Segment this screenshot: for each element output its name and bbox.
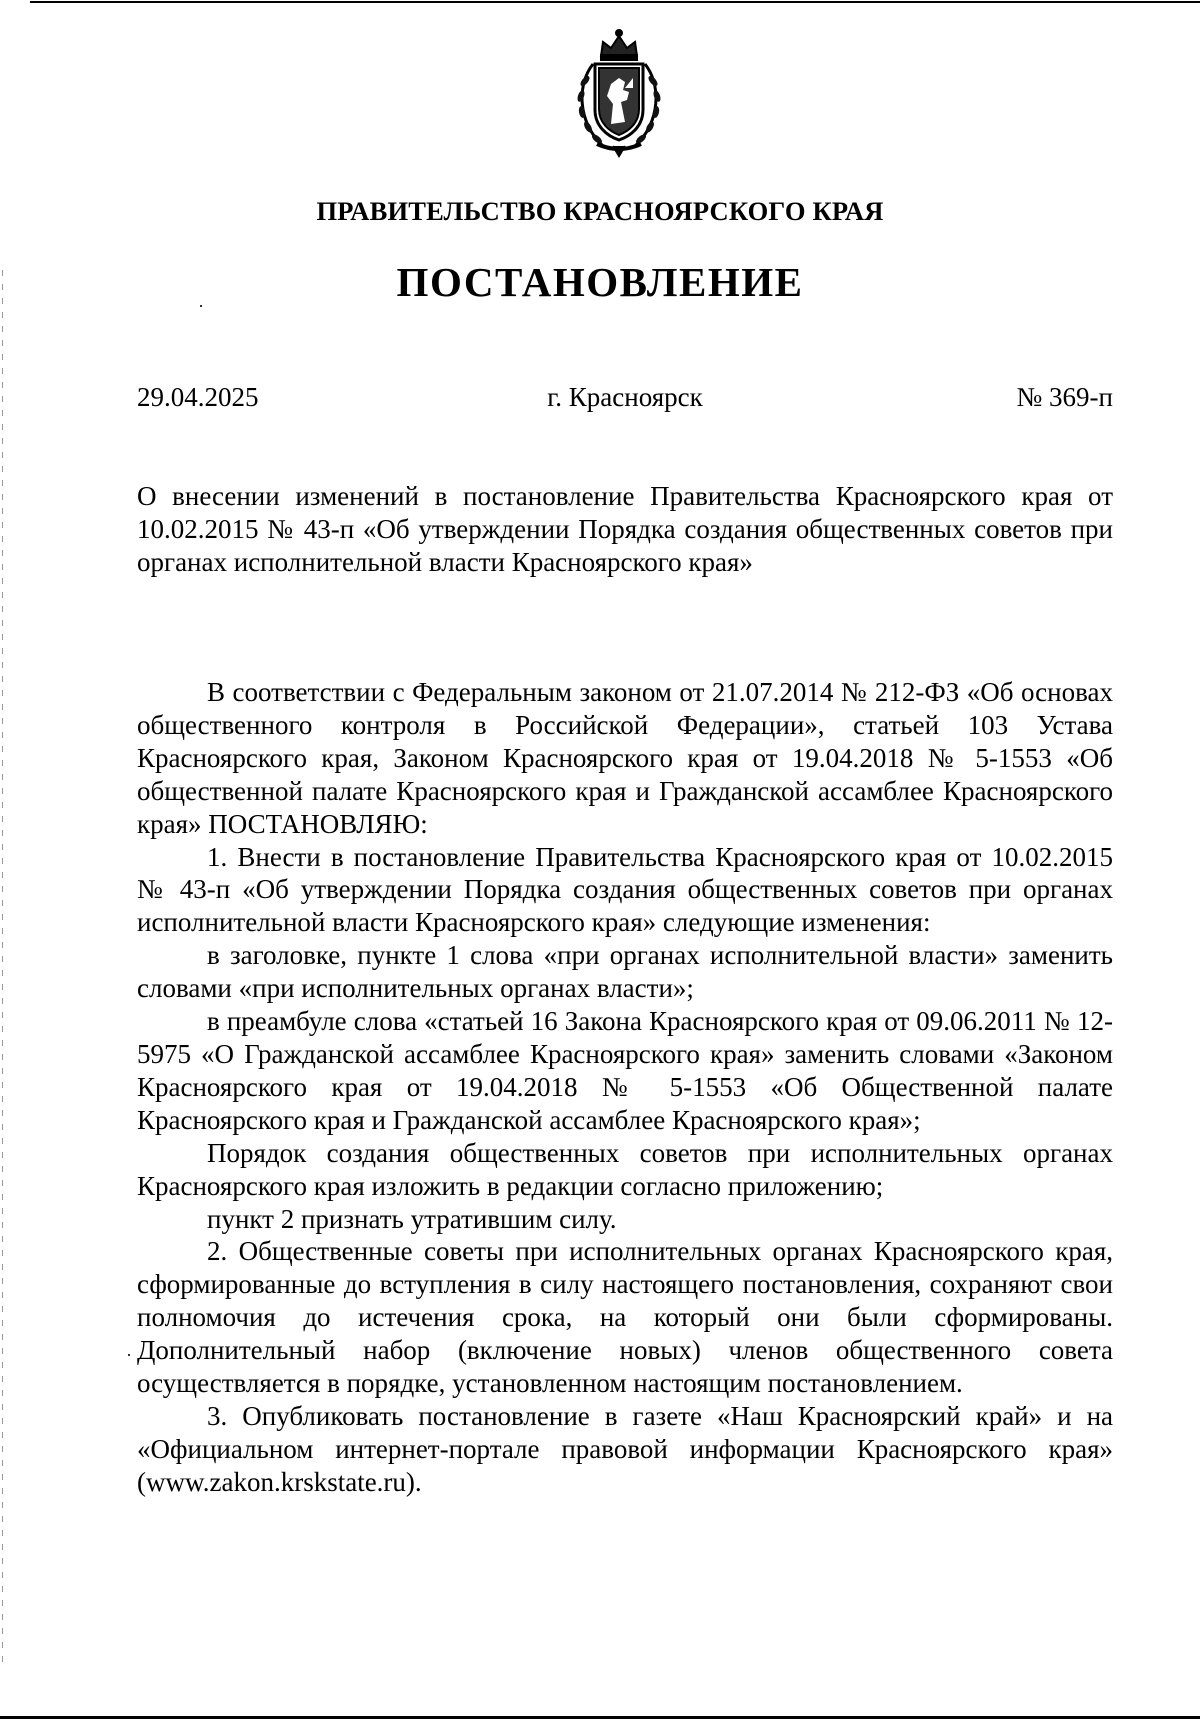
scan-edge-bottom <box>0 1716 1200 1719</box>
scan-edge-left <box>2 270 3 1670</box>
clause-3-paragraph: 3. Опубликовать постановление в газете «Наш Красноярский край» и на «Официальном интернет-портале правовой информации Красноярского края» (www.zakon.krskstate.ru). <box>137 1400 1113 1497</box>
amendment-procedure-paragraph: Порядок создания общественных советов при исполнительных органах Красноярского края изложить в редакции согласно приложению; <box>137 1137 1113 1201</box>
scan-speck <box>128 1354 130 1356</box>
krasnoyarsk-coat-of-arms-icon <box>563 26 675 158</box>
document-meta-row <box>137 382 1113 416</box>
document-subject <box>137 480 1113 579</box>
amendment-preamble-paragraph: в преамбуле слова «статьей 16 Закона Красноярского края от 09.06.2011 № 12-5975 «О Гражданской ассамблее Красноярского края» заменить словами «Законом Красноярского края от 19.04.2018 № 5-1553 «Об Общественной палате Красноярского края и Гражданской ассамблее Красноярского края»; <box>137 1006 1113 1135</box>
organization-name: ПРАВИТЕЛЬСТВО КРАСНОЯРСКОГО КРАЯ <box>316 196 884 226</box>
document-date: 29.04.2025 <box>137 382 259 412</box>
amendment-title-paragraph: в заголовке, пункте 1 слова «при органах исполнительной власти» заменить словами «при исполнительных органах власти»; <box>137 940 1113 1004</box>
clause-1-paragraph: 1. Внести в постановление Правительства Красноярского края от 10.02.2015 № 43-п «Об утверждении Порядка создания общественных советов при органах исполнительной власти Красноярского края» следующие изменения: <box>137 841 1113 938</box>
document-number: № 369-п <box>1016 382 1113 412</box>
document-body <box>137 676 1113 1499</box>
document-city: г. Красноярск <box>547 382 703 412</box>
scan-edge-top <box>30 1 1200 3</box>
subject-text: О внесении изменений в постановление Правительства Красноярского края от 10.02.2015 № 43-п «Об утверждении Порядка создания общественных советов при органах исполнительной власти Красноярского края» <box>137 481 1113 577</box>
amendment-repeal-paragraph: пункт 2 признать утратившим силу. <box>207 1203 617 1234</box>
document-type-title: ПОСТАНОВЛЕНИЕ <box>396 259 804 305</box>
clause-2-paragraph: 2. Общественные советы при исполнительных органах Красноярского края, сформированные до вступления в силу настоящего постановления, сохраняют свои полномочия до истечения срока, на который они были сформированы. Дополнительный набор (включение новых) членов общественного совета осуществляется в порядке, установленном настоящим постановлением. <box>137 1236 1113 1399</box>
preamble-paragraph: В соответствии с Федеральным законом от 21.07.2014 № 212-ФЗ «Об основах общественного контроля в Российской Федерации», статьей 103 Устава Красноярского края, Законом Красноярского края от 19.04.2018 № 5-1553 «Об общественной палате Красноярского края и Гражданской ассамблее Красноярского края» ПОСТАНОВЛЯЮ: <box>137 677 1113 839</box>
